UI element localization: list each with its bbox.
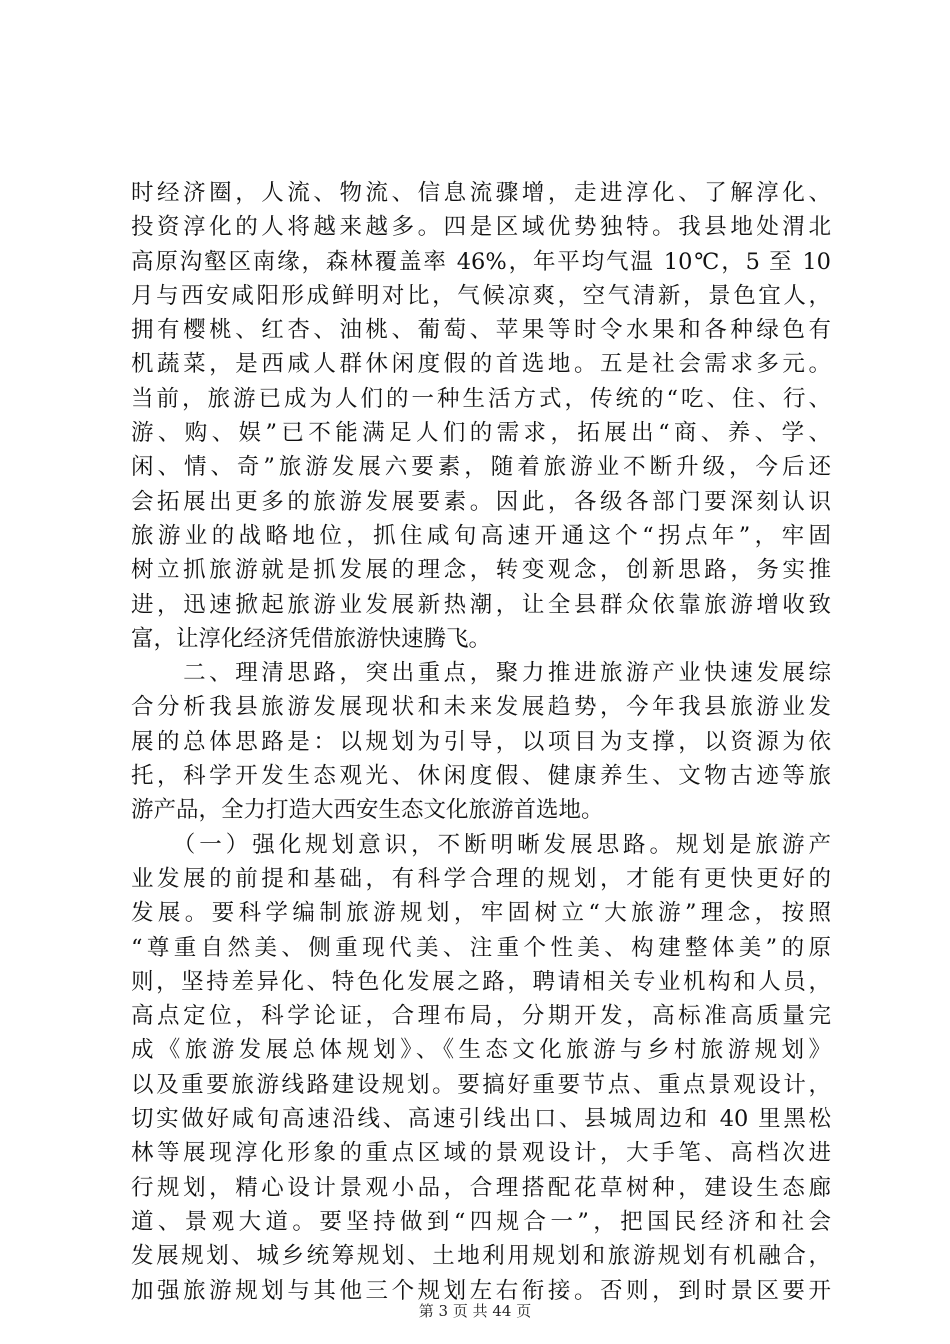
text-line: 托，科学开发生态观光、休闲度假、健康养生、文物古迹等旅	[131, 763, 831, 790]
text-line: 展的总体思路是：以规划为引导，以项目为支撑，以资源为依	[131, 728, 831, 755]
text-line: 行规划，精心设计景观小品，合理搭配花草树种，建设生态廊	[131, 1174, 831, 1201]
text-line: 成《旅游发展总体规划》、《生态文化旅游与乡村旅游规划》	[131, 1037, 831, 1064]
text-line: 业发展的前提和基础，有科学合理的规划，才能有更快更好的	[131, 865, 831, 892]
text-line: 合分析我县旅游发展现状和未来发展趋势，今年我县旅游业发	[131, 694, 831, 721]
text-line: 机蔬菜，是西咸人群休闲度假的首选地。五是社会需求多元。	[131, 351, 831, 378]
text-line: 高点定位，科学论证，合理布局，分期开发，高标准高质量完	[131, 1003, 831, 1030]
text-line: 则，坚持差异化、特色化发展之路，聘请相关专业机构和人员，	[131, 968, 831, 995]
text-line: 投资淳化的人将越来越多。四是区域优势独特。我县地处渭北	[131, 214, 831, 241]
text-line: 林等展现淳化形象的重点区域的景观设计，大手笔、高档次进	[131, 1140, 831, 1167]
text-line: 闲、情、奇”旅游发展六要素，随着旅游业不断升级，今后还	[131, 454, 831, 481]
page-number-footer: 第 3 页 共 44 页	[418, 1302, 532, 1320]
text-line: 旅游业的战略地位，抓住咸旬高速开通这个“拐点年”，牢固	[131, 522, 831, 549]
text-line: 时经济圈，人流、物流、信息流骤增，走进淳化、了解淳化、	[131, 180, 831, 206]
text-line: 加强旅游规划与其他三个规划左右衔接。否则，到时景区要开	[131, 1277, 831, 1304]
text-line: 月与西安咸阳形成鲜明对比，气候凉爽，空气清新，景色宜人，	[131, 282, 831, 309]
text-line: 高原沟壑区南缘，森林覆盖率 46%，年平均气温 10℃，5 至 10	[131, 248, 831, 275]
text-line: 二、理清思路，突出重点，聚力推进旅游产业快速发展综	[131, 660, 831, 687]
text-line: 进，迅速掀起旅游业发展新热潮，让全县群众依靠旅游增收致	[131, 591, 831, 618]
text-line: 当前，旅游已成为人们的一种生活方式，传统的“吃、住、行、	[131, 385, 831, 412]
paragraph-end-line: 富，让淳化经济凭借旅游快速腾飞。	[131, 625, 492, 652]
text-line: 树立抓旅游就是抓发展的理念，转变观念，创新思路，务实推	[131, 557, 831, 584]
body-text	[131, 176, 831, 1308]
text-line: 拥有樱桃、红杏、油桃、葡萄、苹果等时令水果和各种绿色有	[131, 317, 831, 344]
text-line: 以及重要旅游线路建设规划。要搞好重要节点、重点景观设计，	[131, 1071, 831, 1098]
text-line: 道、景观大道。要坚持做到“四规合一”，把国民经济和社会	[131, 1208, 831, 1235]
text-line: 会拓展出更多的旅游发展要素。因此，各级各部门要深刻认识	[131, 488, 831, 515]
text-line: 发展。要科学编制旅游规划，牢固树立“大旅游”理念，按照	[131, 900, 831, 927]
text-line: 游、购、娱”已不能满足人们的需求，拓展出“商、养、学、	[131, 420, 831, 447]
text-line: 切实做好咸旬高速沿线、高速引线出口、县城周边和 40 里黑松	[131, 1106, 831, 1133]
text-line: （一）强化规划意识，不断明晰发展思路。规划是旅游产	[131, 831, 831, 858]
paragraph-end-line: 游产品，全力打造大西安生态文化旅游首选地。	[131, 797, 604, 824]
text-line: 发展规划、城乡统筹规划、土地利用规划和旅游规划有机融合，	[131, 1243, 831, 1270]
text-line: “尊重自然美、侧重现代美、注重个性美、构建整体美”的原	[131, 934, 831, 961]
